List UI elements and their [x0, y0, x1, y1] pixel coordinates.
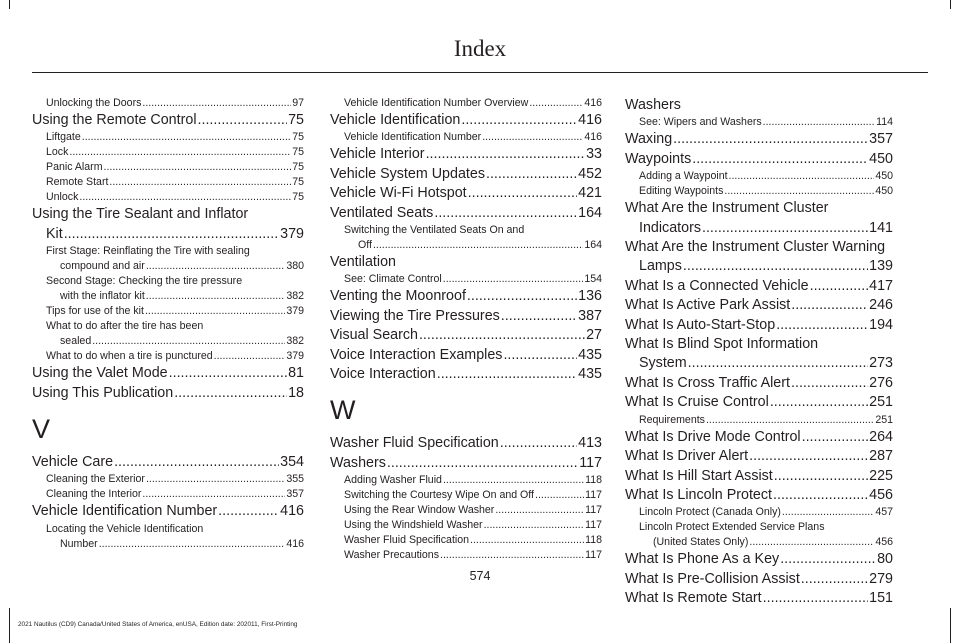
dot-leader — [749, 535, 874, 550]
dot-leader — [114, 453, 279, 472]
index-subentry[interactable] — [625, 520, 893, 550]
index-subentry[interactable] — [330, 503, 602, 518]
dot-leader — [214, 349, 286, 364]
index-entry-text: Unlocking the Doors — [46, 97, 142, 109]
index-entry-text: Using the Tire Sealant and Inflator — [32, 206, 249, 223]
index-entry-text: Vehicle Identification — [330, 112, 461, 128]
dot-leader — [468, 184, 577, 203]
index-entry[interactable] — [330, 346, 602, 365]
index-page-ref: 457 — [875, 506, 893, 519]
index-entry[interactable] — [625, 428, 893, 447]
index-page-ref: 225 — [869, 467, 893, 484]
index-entry[interactable] — [330, 365, 602, 384]
index-entry-text: compound and air — [60, 260, 145, 273]
index-page-ref: 287 — [869, 448, 893, 465]
index-entry-text: Washer Precautions — [344, 549, 439, 562]
index-entry[interactable] — [625, 277, 893, 296]
index-entry-text: What to do when a tire is punctured — [46, 350, 213, 363]
dot-leader — [763, 115, 875, 130]
index-column-3 — [625, 96, 893, 609]
index-entry[interactable] — [32, 502, 304, 521]
index-section-letter: V — [32, 414, 51, 445]
dot-leader — [69, 145, 291, 160]
index-subentry[interactable] — [625, 115, 893, 130]
index-page-ref: 118 — [585, 534, 602, 547]
crop-mark-top-right-vertical — [950, 0, 951, 9]
index-page-ref: 118 — [585, 474, 602, 487]
index-entry-text: Number — [60, 537, 98, 550]
index-subentry[interactable] — [625, 505, 893, 520]
index-entry[interactable] — [32, 364, 304, 383]
index-page-ref: 75 — [288, 112, 304, 128]
dot-leader — [142, 487, 285, 502]
index-entry-text: Vehicle Care — [32, 454, 114, 471]
index-page-ref: 450 — [869, 150, 893, 167]
dot-leader — [443, 473, 584, 488]
index-page-ref: 450 — [875, 185, 893, 198]
index-entry-text: Waypoints — [625, 150, 692, 167]
dot-leader — [109, 175, 291, 190]
index-subentry[interactable] — [32, 472, 304, 487]
index-page-ref: 154 — [584, 273, 602, 286]
index-subentry[interactable] — [330, 518, 602, 533]
index-entry-text: Vehicle Identification Number Overview — [344, 97, 529, 109]
dot-leader — [749, 447, 868, 466]
index-entry-text: What Is Blind Spot Information — [625, 336, 819, 353]
dot-leader — [434, 204, 577, 223]
dot-leader — [486, 165, 577, 184]
index-page-ref: 382 — [286, 335, 304, 348]
index-subentry[interactable] — [32, 304, 304, 319]
index-column-2 — [330, 96, 602, 563]
index-page-ref: 416 — [280, 503, 304, 520]
dot-leader — [467, 287, 577, 306]
index-page-ref: 435 — [578, 366, 602, 383]
index-page-ref: 379 — [286, 305, 304, 318]
index-entry[interactable] — [330, 204, 602, 223]
dot-leader — [729, 169, 875, 184]
dot-leader — [169, 364, 287, 383]
dot-leader — [64, 225, 279, 244]
index-page-ref: 382 — [286, 290, 304, 303]
index-entry[interactable] — [330, 454, 602, 473]
dot-leader — [692, 150, 868, 169]
index-page-ref: 194 — [869, 316, 893, 333]
index-entry-text: What Is Auto-Start-Stop — [625, 316, 776, 333]
dot-leader — [773, 486, 868, 505]
dot-leader — [145, 304, 285, 319]
index-entry-text: Unlock — [46, 191, 79, 204]
page-number: 574 — [469, 569, 491, 583]
index-subentry[interactable] — [330, 130, 602, 145]
index-entry[interactable] — [625, 486, 893, 505]
index-entry[interactable] — [32, 453, 304, 472]
dot-leader — [387, 454, 578, 473]
index-page-ref: 264 — [869, 428, 893, 445]
dot-leader — [529, 96, 583, 111]
index-entry-text: Liftgate — [46, 131, 81, 144]
index-entry[interactable] — [32, 205, 304, 244]
index-subentry[interactable] — [32, 175, 304, 190]
index-entry[interactable] — [330, 253, 602, 272]
index-entry[interactable] — [330, 111, 602, 130]
index-entry[interactable] — [625, 130, 893, 149]
index-subentry[interactable] — [330, 272, 602, 287]
index-page-ref: 416 — [584, 131, 602, 144]
index-page-ref: 456 — [875, 536, 893, 549]
index-page-ref: 357 — [869, 131, 893, 148]
index-entry-text: Voice Interaction — [330, 366, 436, 383]
index-entry-text: Off — [358, 239, 372, 252]
index-entry-text: What Is Lincoln Protect — [625, 486, 773, 503]
index-entry[interactable] — [330, 307, 602, 326]
page-title: Index — [453, 36, 507, 61]
index-page-ref: 416 — [578, 112, 602, 128]
dot-leader — [706, 413, 874, 428]
dot-leader — [437, 365, 577, 384]
index-entry-text: with the inflator kit — [60, 290, 145, 303]
index-entry-text: Washers — [625, 97, 681, 113]
index-entry-text: (United States Only) — [653, 536, 749, 549]
index-entry-text: Cleaning the Interior — [46, 488, 142, 501]
crop-mark-top-left-vertical — [9, 0, 10, 9]
dot-leader — [92, 334, 285, 349]
index-subentry[interactable] — [330, 96, 602, 111]
dot-leader — [535, 488, 584, 503]
index-page-ref: 452 — [578, 165, 602, 182]
index-page-ref: 136 — [578, 288, 602, 305]
dot-leader — [495, 503, 584, 518]
dot-leader — [724, 184, 874, 199]
dot-leader — [791, 296, 868, 315]
dot-leader — [79, 190, 291, 205]
dot-leader — [482, 130, 583, 145]
index-subentry[interactable] — [625, 184, 893, 199]
index-entry-text: Using the Windshield Washer — [344, 519, 483, 532]
index-page-ref: 354 — [280, 454, 304, 471]
index-entry-text: Vehicle Identification Number — [344, 131, 482, 144]
index-column-1 — [32, 96, 304, 552]
dot-leader — [443, 272, 584, 287]
index-entry-text: System — [639, 355, 687, 372]
index-subentry[interactable] — [330, 223, 602, 253]
index-entry-text: See: Wipers and Washers — [639, 116, 762, 129]
index-entry-text: See: Climate Control — [344, 273, 442, 286]
dot-leader — [174, 384, 287, 403]
dot-leader — [461, 111, 577, 130]
index-page-ref: 75 — [292, 161, 304, 174]
dot-leader — [780, 550, 876, 569]
index-entry-text: Indicators — [639, 219, 701, 236]
dot-leader — [683, 257, 868, 276]
index-entry-text: Cleaning the Exterior — [46, 473, 145, 486]
index-entry-text: What Is Hill Start Assist — [625, 467, 773, 484]
index-page-ref: 164 — [584, 239, 602, 252]
dot-leader — [104, 160, 292, 175]
index-entry[interactable] — [625, 296, 893, 315]
index-entry-text: What Are the Instrument Cluster Warning — [625, 239, 886, 256]
index-entry-text: Using the Rear Window Washer — [344, 504, 495, 517]
index-page-ref: 387 — [578, 307, 602, 324]
index-page-ref: 139 — [869, 258, 893, 275]
index-page-ref: 151 — [869, 590, 893, 607]
index-page-ref: 456 — [869, 486, 893, 503]
index-entry[interactable] — [330, 434, 602, 453]
index-entry-text: What Is Cross Traffic Alert — [625, 374, 790, 391]
index-subentry[interactable] — [330, 488, 602, 503]
index-entry[interactable] — [625, 316, 893, 335]
dot-leader — [791, 374, 868, 393]
index-entry[interactable] — [625, 96, 893, 115]
index-page-ref: 417 — [869, 277, 893, 294]
header-rule — [32, 72, 928, 73]
index-subentry[interactable] — [32, 349, 304, 364]
dot-leader — [440, 548, 584, 563]
index-entry[interactable] — [330, 326, 602, 345]
dot-leader — [810, 277, 869, 296]
index-entry[interactable] — [625, 447, 893, 466]
index-entry[interactable] — [32, 384, 304, 403]
index-entry-text: Vehicle Identification Number — [32, 503, 218, 520]
dot-leader — [774, 467, 868, 486]
index-entry[interactable] — [625, 374, 893, 393]
index-page-ref: 117 — [585, 519, 602, 532]
index-subentry[interactable] — [32, 244, 304, 274]
index-entry-text: Adding Washer Fluid — [344, 474, 442, 487]
dot-leader — [484, 518, 585, 533]
index-entry-text: Adding a Waypoint — [639, 170, 728, 183]
index-page-ref: 141 — [869, 219, 893, 236]
index-entry[interactable] — [625, 467, 893, 486]
index-subentry[interactable] — [32, 96, 304, 111]
index-entry-text: Washer Fluid Specification — [330, 435, 499, 452]
index-page-ref: 117 — [585, 504, 602, 517]
index-subentry[interactable] — [32, 274, 304, 304]
index-entry-text: Switching the Courtesy Wipe On and Off — [344, 489, 534, 502]
index-page-ref: 251 — [869, 394, 893, 411]
index-entry-text: Remote Start — [46, 176, 109, 189]
index-entry-text: Kit — [46, 225, 63, 242]
index-entry-text: Ventilation — [330, 254, 396, 271]
dot-leader — [142, 96, 291, 111]
index-entry-text: What Is Driver Alert — [625, 448, 749, 465]
index-entry-text: Vehicle Wi-Fi Hotspot — [330, 185, 467, 202]
index-entry[interactable] — [625, 199, 893, 238]
dot-leader — [501, 307, 577, 326]
index-page-ref: 379 — [286, 350, 304, 363]
index-entry-text: Lincoln Protect (Canada Only) — [639, 506, 781, 519]
index-page-ref: 117 — [585, 549, 602, 562]
index-entry-text: Lock — [46, 146, 69, 159]
index-entry-text: Venting the Moonroof — [330, 288, 466, 305]
index-entry-text: Ventilated Seats — [330, 204, 434, 221]
dot-leader — [470, 533, 584, 548]
index-subentry[interactable] — [32, 487, 304, 502]
index-subentry[interactable] — [32, 190, 304, 205]
index-entry-text: Second Stage: Checking the tire pressure — [46, 275, 243, 288]
dot-leader — [146, 289, 286, 304]
index-entry-text: Lincoln Protect Extended Service Plans — [639, 521, 825, 534]
dot-leader — [688, 354, 868, 373]
index-entry-text: Using the Remote Control — [32, 112, 197, 128]
index-page-ref: 27 — [586, 327, 602, 344]
index-entry-text: Washer Fluid Specification — [344, 534, 470, 547]
index-entry-text: Vehicle Interior — [330, 146, 425, 163]
index-page-ref: 379 — [280, 225, 304, 242]
index-subentry[interactable] — [625, 169, 893, 184]
index-subentry[interactable] — [330, 548, 602, 563]
index-page-ref: 421 — [578, 185, 602, 202]
index-entry-text: What Is Active Park Assist — [625, 297, 791, 314]
index-page-ref: 416 — [286, 537, 304, 550]
index-page-ref: 75 — [292, 131, 304, 144]
index-entry-text: Using the Valet Mode — [32, 365, 168, 382]
index-page-ref: 117 — [579, 454, 602, 471]
crop-mark-bottom-right — [950, 608, 951, 643]
index-page-ref: 380 — [286, 260, 304, 273]
footer-edition-text: 2021 Nautilus (CD9) Canada/United States of America, enUSA, Edition date: 202011, First-Printing — [18, 621, 298, 628]
dot-leader — [782, 505, 874, 520]
index-entry-text: Locating the Vehicle Identification — [46, 522, 204, 535]
index-subentry[interactable] — [32, 145, 304, 160]
index-page-ref: 97 — [292, 97, 304, 109]
index-page-ref: 435 — [578, 346, 602, 363]
index-entry-text: First Stage: Reinflating the Tire with sealing — [46, 245, 250, 258]
index-page-ref: 276 — [869, 374, 893, 391]
index-page-ref: 81 — [288, 365, 304, 382]
index-page-ref: 117 — [585, 489, 602, 502]
index-entry-text: Waxing — [625, 131, 673, 148]
dot-leader — [802, 428, 869, 447]
index-entry-text: Using This Publication — [32, 384, 174, 401]
index-entry[interactable] — [625, 589, 893, 608]
index-page-ref: 279 — [869, 570, 893, 587]
index-entry[interactable] — [625, 393, 893, 412]
index-page-ref: 273 — [869, 355, 893, 372]
index-page-ref: 450 — [875, 170, 893, 183]
index-page-ref: 357 — [286, 488, 304, 501]
index-entry[interactable] — [330, 184, 602, 203]
index-entry-text: What to do after the tire has been — [46, 320, 204, 333]
dot-leader — [218, 502, 279, 521]
dot-leader — [702, 219, 868, 238]
index-entry[interactable] — [32, 111, 304, 130]
index-entry-text: What Is Phone As a Key — [625, 551, 780, 568]
index-section-letter: W — [330, 395, 356, 426]
index-entry-text: Requirements — [639, 413, 705, 426]
index-entry-text: Washers — [330, 454, 386, 471]
index-entry-text: Lamps — [639, 258, 682, 275]
index-entry-text: What Are the Instrument Cluster — [625, 200, 829, 217]
index-entry-text: What Is Drive Mode Control — [625, 428, 801, 445]
dot-leader — [99, 537, 286, 552]
index-page-ref: 413 — [578, 435, 602, 452]
index-page-ref: 416 — [584, 97, 602, 109]
index-subentry[interactable] — [330, 533, 602, 548]
dot-leader — [503, 346, 577, 365]
dot-leader — [373, 238, 583, 253]
index-page-ref: 164 — [578, 204, 602, 221]
dot-leader — [776, 316, 868, 335]
index-page-ref: 75 — [292, 176, 304, 189]
index-entry-text: Vehicle System Updates — [330, 165, 485, 182]
index-entry-text: Tips for use of the kit — [46, 305, 144, 318]
index-entry-text: Editing Waypoints — [639, 185, 724, 198]
index-entry-text: What Is Cruise Control — [625, 394, 769, 411]
index-entry-text: Viewing the Tire Pressures — [330, 307, 500, 324]
index-entry-text: Visual Search — [330, 327, 418, 344]
dot-leader — [763, 589, 868, 608]
index-entry-text: sealed — [60, 335, 92, 348]
index-subentry[interactable] — [32, 319, 304, 349]
index-subentry[interactable] — [330, 473, 602, 488]
index-page-ref: 75 — [292, 146, 304, 159]
index-page-ref: 75 — [292, 191, 304, 204]
dot-leader — [500, 434, 577, 453]
index-entry[interactable] — [330, 145, 602, 164]
index-entry[interactable] — [625, 550, 893, 569]
index-entry[interactable] — [330, 287, 602, 306]
index-page-ref: 33 — [586, 146, 602, 163]
index-page-ref: 114 — [876, 116, 893, 129]
index-entry-text: What Is Remote Start — [625, 590, 762, 607]
index-entry-text: Voice Interaction Examples — [330, 346, 503, 363]
index-page-ref: 80 — [877, 551, 893, 568]
index-entry[interactable] — [625, 335, 893, 374]
dot-leader — [146, 472, 285, 487]
index-subentry[interactable] — [32, 160, 304, 175]
index-page-ref: 355 — [286, 473, 304, 486]
index-entry-text: Panic Alarm — [46, 161, 103, 174]
dot-leader — [198, 111, 288, 130]
index-entry[interactable] — [625, 150, 893, 169]
dot-leader — [426, 145, 586, 164]
index-entry-text: Switching the Ventilated Seats On and — [344, 224, 525, 237]
index-entry-text: What Is Pre-Collision Assist — [625, 570, 800, 587]
index-entry[interactable] — [625, 238, 893, 277]
dot-leader — [146, 259, 286, 274]
index-page-ref: 246 — [869, 297, 893, 314]
dot-leader — [82, 130, 291, 145]
dot-leader — [673, 130, 868, 149]
dot-leader — [770, 393, 868, 412]
index-page-ref: 18 — [288, 384, 304, 401]
index-page-ref: 251 — [875, 413, 893, 426]
dot-leader — [419, 326, 585, 345]
index-subentry[interactable] — [625, 413, 893, 428]
index-subentry[interactable] — [32, 130, 304, 145]
index-subentry[interactable] — [32, 522, 304, 552]
index-entry[interactable] — [330, 165, 602, 184]
crop-mark-bottom-left — [9, 608, 10, 643]
index-entry-text: What Is a Connected Vehicle — [625, 277, 809, 294]
